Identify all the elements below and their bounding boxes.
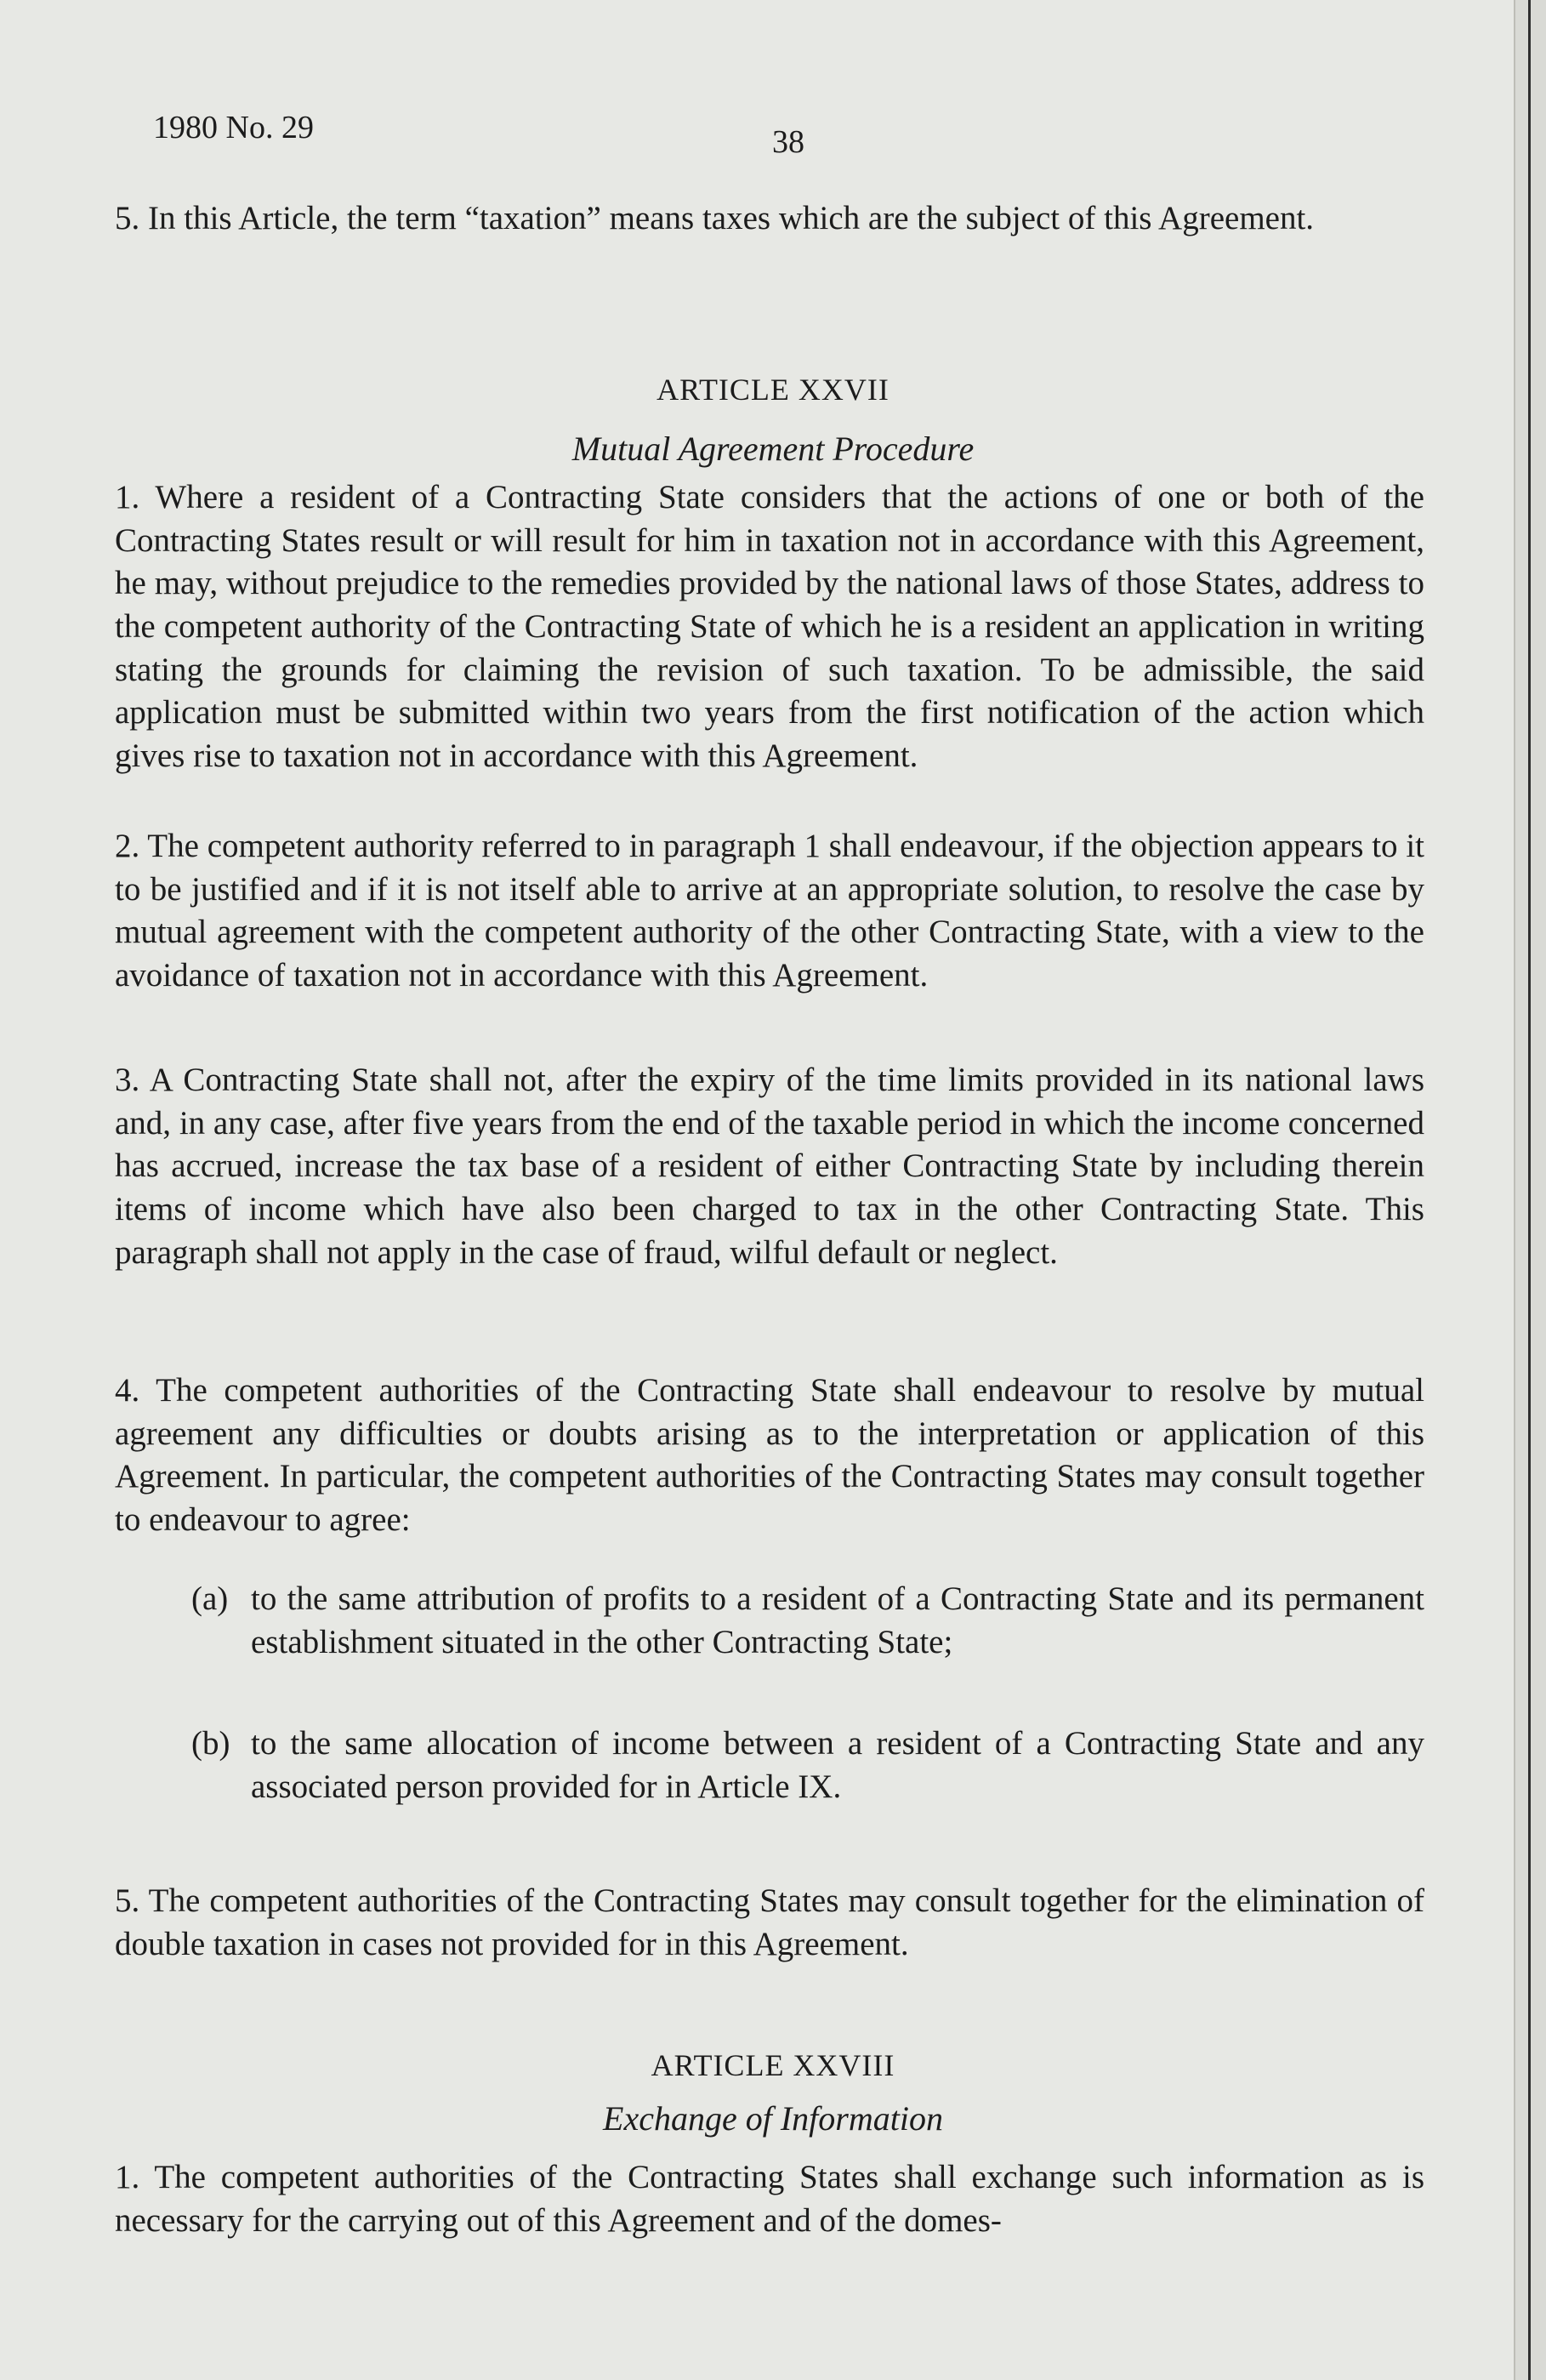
- article-xxviii-heading: ARTICLE XXVIII: [651, 2048, 895, 2082]
- article-xxviii-title: Exchange of Information: [603, 2099, 943, 2138]
- page-edge-line: [1528, 0, 1531, 2380]
- article-xxvii-paragraph-1: 1. Where a resident of a Contracting State considers that the actions of one or both of the Contracting States result or will result for him in taxation not in accordance with this Agreement, he may, without prejudice to the remedies provided by the national laws of those States, address to the competent authority of the Contracting State of which he is a resident an application in writing stating the grounds for claiming the revision of such taxation. To be admissible, the said application must be submitted within two years from the first notification of the action which gives rise to taxation not in accordance with this Agreement.: [115, 479, 1424, 775]
- article-xxvii-heading: ARTICLE XXVII: [656, 373, 890, 407]
- article-xxvii-paragraph-5: 5. The competent authorities of the Contracting States may consult together for the elimination of double taxation in cases not provided for in this Agreement.: [115, 1882, 1424, 1962]
- document-reference: 1980 No. 29: [153, 110, 314, 145]
- item-a-text: to the same attribution of profits to a resident of a Contracting State and its permanent establishment situated in the other Contracting State;: [251, 1580, 1424, 1660]
- article-xxvii-paragraph-3: 3. A Contracting State shall not, after the expiry of the time limits provided in its national laws and, in any case, after five years from the end of the taxable period in which the income concerned has accrued, increase the tax base of a resident of either Contracting State by including therein items of income which have also been charged to tax in the other Contracting State. This paragraph shall not apply in the case of fraud, wilful default or neglect.: [115, 1062, 1424, 1271]
- paragraph-5-previous-article: 5. In this Article, the term “taxation” means taxes which are the subject of this Agreement.: [115, 200, 1315, 236]
- item-b-label: (b): [191, 1725, 230, 1762]
- article-xxviii-paragraph-1: 1. The competent authorities of the Contracting States shall exchange such information as is necessary for the carrying out of this Agreement and of the domes-: [115, 2159, 1424, 2239]
- article-xxvii-paragraph-2: 2. The competent authority referred to in paragraph 1 shall endeavour, if the objection appears to it to be justified and if it is not itself able to arrive at an appropriate solution, to resolve the case by mutual agreement with the competent authority of the other Contracting State, with a view to the avoidance of taxation not in accordance with this Agreement.: [115, 828, 1424, 994]
- article-xxvii-paragraph-4: 4. The competent authorities of the Contracting State shall endeavour to resolve by mutual agreement any difficulties or doubts arising as to the interpretation or application of this Agreement. In particular, the competent authorities of the Contracting States may consult together to endeavour to agree:: [115, 1372, 1424, 1539]
- item-b-text: to the same allocation of income between a resident of a Contracting State and any associated person provided for in Article IX.: [251, 1725, 1424, 1805]
- page-number: 38: [772, 124, 804, 160]
- item-a-label: (a): [191, 1580, 229, 1617]
- article-xxvii-title: Mutual Agreement Procedure: [571, 430, 975, 468]
